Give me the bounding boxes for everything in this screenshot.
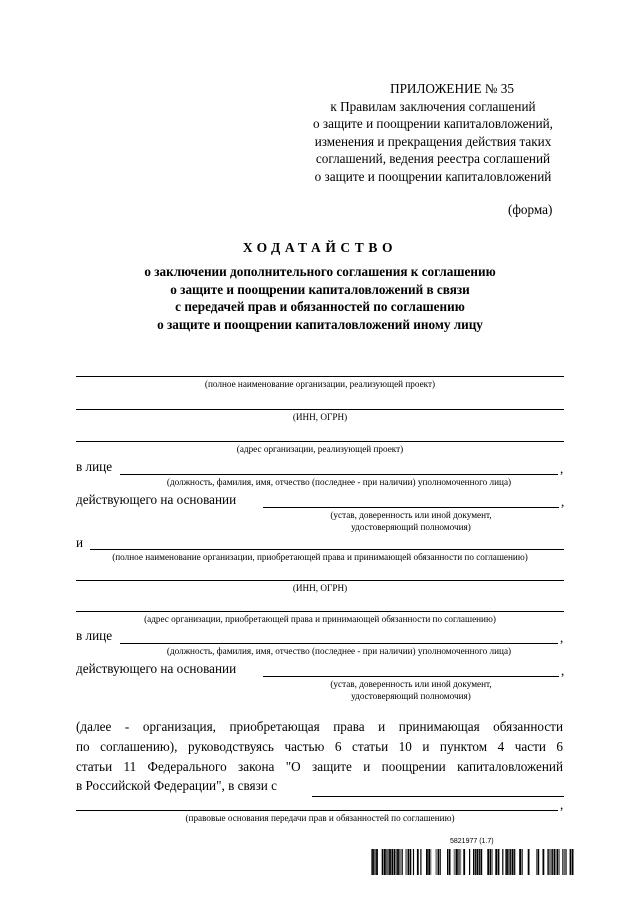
barcode-bar: [495, 849, 497, 875]
barcode-bar: [572, 849, 573, 875]
appendix-line: изменения и прекращения действия таких: [314, 133, 552, 149]
barcode-bar: [406, 849, 407, 875]
subtitle-line: о заключении дополнительного соглашения к соглашению: [144, 264, 496, 279]
barcode-bar: [399, 849, 400, 875]
paragraph-line: в Российской Федерации", в связи с: [76, 778, 277, 794]
barcode-bar: [408, 849, 409, 875]
v-litse-label: в лице: [76, 628, 113, 643]
barcode-bar: [394, 849, 396, 875]
barcode-bar: [556, 849, 557, 875]
barcode-bar: [559, 849, 560, 875]
document-caption-2a: (устав, доверенность или иной документ,: [330, 679, 492, 689]
barcode-bar: [505, 849, 506, 875]
barcode-bar: [537, 849, 539, 875]
barcode-bar: [564, 849, 565, 875]
position-caption-2: (должность, фамилия, имя, отчество (последнее - при наличии) уполномоченного лица): [166, 646, 512, 656]
barcode-bar: [420, 849, 421, 875]
barcode-bar: [543, 849, 545, 875]
barcode-bar: [548, 849, 549, 875]
inn-ogrn-caption-1: (ИНН, ОГРН): [292, 412, 348, 422]
representative-field-2[interactable]: [120, 643, 558, 644]
barcode-bar: [391, 849, 393, 875]
barcode-bar: [413, 849, 414, 875]
appendix-block: [288, 80, 578, 186]
barcode-bar: [401, 849, 402, 875]
barcode-bar: [459, 849, 460, 875]
barcode-bar: [519, 849, 521, 875]
in-connection-field[interactable]: [312, 796, 564, 797]
barcode-bar: [473, 849, 474, 875]
barcode-bar: [371, 849, 372, 875]
barcode-bar: [461, 849, 462, 875]
acquirer-address-caption: (адрес организации, приобретающей права и принимающей обязанности по соглашению): [144, 614, 496, 624]
basis-document-field-2[interactable]: [263, 676, 559, 677]
document-caption-1a: (устав, доверенность или иной документ,: [330, 510, 492, 520]
barcode-bar: [566, 849, 567, 875]
barcode-bar: [490, 849, 492, 875]
barcode-bar: [508, 849, 509, 875]
barcode-bar: [557, 849, 559, 875]
barcode-bar: [469, 849, 470, 875]
barcode-bar: [449, 849, 451, 875]
barcode-bar: [479, 849, 480, 875]
barcode-bar: [512, 849, 514, 875]
barcode-bar: [382, 849, 384, 875]
barcode-bar: [528, 849, 530, 875]
barcode-bar: [458, 849, 459, 875]
paragraph-line: (далее - организация, приобретающая права и принимающая обязанности: [76, 719, 563, 734]
barcode-bar: [536, 849, 537, 875]
document-caption-2b: удостоверяющий полномочия): [351, 691, 471, 701]
barcode-bar: [426, 849, 428, 875]
acquirer-address-field[interactable]: [76, 611, 564, 612]
barcode-bar: [376, 849, 378, 875]
acquirer-name-field[interactable]: [90, 549, 564, 550]
org-name-caption: (полное наименование организации, реализующей проект): [204, 379, 436, 389]
inn-ogrn-field-2[interactable]: [76, 580, 564, 581]
representative-field-1[interactable]: [120, 474, 558, 475]
barcode-bar: [384, 849, 386, 875]
and-label: и: [76, 535, 84, 550]
org-address-caption: (адрес организации, реализующей проект): [236, 444, 404, 454]
barcode-bar: [562, 849, 563, 875]
position-caption-1: (должность, фамилия, имя, отчество (последнее - при наличии) уполномоченного лица): [166, 477, 512, 487]
barcode-bar: [431, 849, 432, 875]
barcode-bar: [502, 849, 503, 875]
document-code: 5821977 (1.7): [450, 838, 494, 845]
acting-basis-label: действующего на основании: [76, 492, 237, 507]
barcode-bar: [407, 849, 408, 875]
acquirer-name-caption: (полное наименование организации, приобретающей права и принимающей обязанности по соглашению): [112, 552, 528, 562]
v-litse-label: в лице: [76, 459, 113, 474]
barcode-bar: [514, 849, 515, 875]
paragraph-line: по соглашению), руководствуясь частью 6 статьи 10 и пунктом 4 части 6: [76, 738, 563, 754]
paragraph-line: статьи 11 Федерального закона "О защите и поощрении капиталовложений: [76, 758, 563, 774]
subtitle-line: о защите и поощрении капиталовложений иному лицу: [157, 316, 483, 332]
barcode-bar: [387, 849, 388, 875]
document-subtitle: [60, 263, 580, 333]
form-label: (форма): [508, 202, 553, 217]
barcode-bar: [440, 849, 441, 875]
appendix-line: к Правилам заключения соглашений: [330, 98, 536, 114]
barcode-bar: [372, 849, 374, 875]
appendix-title: ПРИЛОЖЕНИЕ № 35: [390, 81, 514, 96]
legal-basis-caption: (правовые основания передачи прав и обязанностей по соглашению): [185, 813, 455, 823]
appendix-line: соглашений, ведения реестра соглашений: [315, 151, 551, 167]
barcode-bar: [522, 849, 523, 875]
barcode-bar: [417, 849, 419, 875]
subtitle-line: с передачей прав и обязанностей по соглашению: [175, 299, 465, 315]
comma: ,: [561, 663, 565, 678]
org-name-field[interactable]: [76, 376, 564, 377]
barcode-bar: [506, 849, 508, 875]
barcode-bar: [463, 849, 465, 875]
document-caption-1b: удостоверяющий полномочия): [351, 522, 471, 532]
comma: ,: [560, 630, 564, 645]
inn-ogrn-field-1[interactable]: [76, 409, 564, 410]
barcode-bar: [547, 849, 548, 875]
comma: ,: [560, 461, 564, 476]
org-address-field[interactable]: [76, 441, 564, 442]
acting-basis-label: действующего на основании: [76, 661, 237, 676]
barcode-bar: [552, 849, 553, 875]
barcode-bar: [475, 849, 476, 875]
document-title: ХОДАТАЙСТВО: [242, 240, 398, 255]
barcode-bar: [455, 849, 456, 875]
barcode-bar: [550, 849, 551, 875]
barcode-bar: [410, 849, 412, 875]
barcode-bar: [396, 849, 397, 875]
barcode-bar: [487, 849, 489, 875]
subtitle-line: о защите и поощрении капиталовложений в связи: [170, 281, 470, 297]
barcode-bar: [436, 849, 437, 875]
barcode-bar: [510, 849, 511, 875]
barcode-bar: [389, 849, 391, 875]
barcode-bar: [565, 849, 566, 875]
barcode-bar: [570, 849, 572, 875]
barcode-bar: [437, 849, 438, 875]
comma: ,: [561, 494, 565, 509]
barcode-bar: [447, 849, 448, 875]
barcode-bar: [554, 849, 555, 875]
barcode-bar: [402, 849, 403, 875]
barcode-bar: [476, 849, 478, 875]
appendix-line: о защите и поощрении капиталовложений: [314, 168, 552, 184]
body-paragraph: [76, 717, 563, 796]
legal-basis-field[interactable]: [76, 810, 558, 811]
barcode-bar: [386, 849, 387, 875]
barcode-bar: [374, 849, 375, 875]
barcode-bar: [397, 849, 399, 875]
barcode-bar: [428, 849, 430, 875]
barcode-bar: [456, 849, 458, 875]
barcode-bar: [492, 849, 493, 875]
basis-document-field-1[interactable]: [263, 507, 559, 508]
barcode-bar: [454, 849, 455, 875]
barcode-bar: [551, 849, 552, 875]
appendix-line: о защите и поощрении капиталовложений,: [313, 116, 553, 132]
barcode-bar: [480, 849, 482, 875]
inn-ogrn-caption-2: (ИНН, ОГРН): [292, 583, 348, 593]
comma: ,: [560, 797, 564, 812]
barcode-bar: [438, 849, 439, 875]
barcode-bar: [498, 849, 500, 875]
barcode-icon: [371, 849, 574, 875]
